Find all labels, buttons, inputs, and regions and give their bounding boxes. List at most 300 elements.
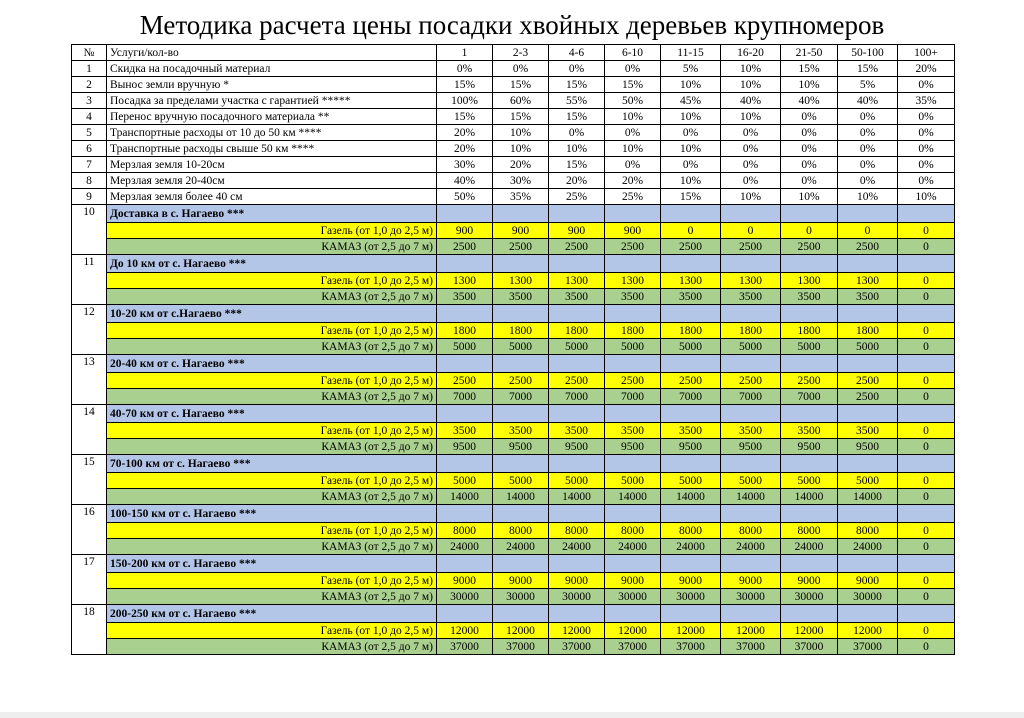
vehicle-label-gazel: Газель (от 1,0 до 2,5 м) [107,323,437,339]
gazel-price: 9000 [721,573,781,589]
gazel-price: 0 [898,423,955,439]
service-value: 20% [437,141,493,157]
gazel-price: 5000 [781,473,838,489]
kamaz-price: 0 [898,389,955,405]
gazel-price: 8000 [661,523,721,539]
section-empty-cell [781,305,838,323]
kamaz-price: 0 [898,339,955,355]
service-value: 25% [549,189,605,205]
service-value: 0% [898,157,955,173]
section-empty-cell [549,405,605,423]
service-row [72,125,955,141]
gazel-price: 1300 [493,273,549,289]
delivery-section-label: 100-150 км от с. Нагаево *** [107,505,437,523]
section-empty-cell [898,455,955,473]
section-empty-cell [898,205,955,223]
service-value: 15% [661,189,721,205]
gazel-price: 1300 [437,273,493,289]
kamaz-price: 24000 [493,539,549,555]
service-label: Мерзлая земля более 40 см [107,189,437,205]
gazel-price: 2500 [493,373,549,389]
gazel-price: 3500 [781,423,838,439]
header-qty: 50-100 [838,45,898,61]
service-value: 10% [605,109,661,125]
section-empty-cell [549,205,605,223]
section-empty-cell [721,205,781,223]
section-empty-cell [721,455,781,473]
kamaz-price: 3500 [838,289,898,305]
section-empty-cell [437,555,493,573]
kamaz-price: 7000 [493,389,549,405]
delivery-section-label: Доставка в с. Нагаево *** [107,205,437,223]
gazel-price: 5000 [661,473,721,489]
section-empty-cell [838,555,898,573]
service-value: 45% [661,93,721,109]
service-value: 40% [437,173,493,189]
section-empty-cell [781,605,838,623]
section-empty-cell [721,605,781,623]
gazel-price: 5000 [838,473,898,489]
delivery-section-label: 150-200 км от с. Нагаево *** [107,555,437,573]
kamaz-price: 0 [898,289,955,305]
kamaz-price: 0 [898,439,955,455]
gazel-price: 3500 [605,423,661,439]
kamaz-price: 30000 [838,589,898,605]
header-qty: 21-50 [781,45,838,61]
service-value: 15% [781,61,838,77]
section-empty-cell [605,605,661,623]
service-row [72,141,955,157]
kamaz-price: 3500 [781,289,838,305]
section-empty-cell [437,305,493,323]
gazel-price: 900 [549,223,605,239]
kamaz-price: 2500 [838,239,898,255]
vehicle-label-gazel: Газель (от 1,0 до 2,5 м) [107,373,437,389]
gazel-price: 5000 [437,473,493,489]
kamaz-price: 5000 [781,339,838,355]
kamaz-price: 24000 [605,539,661,555]
section-empty-cell [549,255,605,273]
service-row [72,109,955,125]
section-empty-cell [437,255,493,273]
kamaz-price: 0 [898,589,955,605]
kamaz-price: 24000 [721,539,781,555]
gazel-price: 2500 [661,373,721,389]
section-empty-cell [437,405,493,423]
gazel-price: 8000 [781,523,838,539]
kamaz-price: 0 [898,539,955,555]
gazel-price: 2500 [437,373,493,389]
delivery-section-label: 20-40 км от с. Нагаево *** [107,355,437,373]
gazel-price: 0 [898,223,955,239]
service-value: 55% [549,93,605,109]
gazel-price: 1800 [549,323,605,339]
kamaz-price: 0 [898,239,955,255]
gazel-price: 5000 [493,473,549,489]
service-value: 0% [721,173,781,189]
kamaz-price: 14000 [781,489,838,505]
row-number: 14 [72,405,107,455]
gazel-price: 0 [898,373,955,389]
delivery-section-header [72,605,955,623]
vehicle-label-kamaz: КАМАЗ (от 2,5 до 7 м) [107,539,437,555]
gazel-price: 8000 [838,523,898,539]
section-empty-cell [549,355,605,373]
row-number: 16 [72,505,107,555]
vehicle-label-gazel: Газель (от 1,0 до 2,5 м) [107,473,437,489]
service-value: 5% [661,61,721,77]
gazel-price: 12000 [781,623,838,639]
gazel-price: 1800 [493,323,549,339]
service-value: 0% [605,157,661,173]
header-qty: 11-15 [661,45,721,61]
vehicle-label-kamaz: КАМАЗ (от 2,5 до 7 м) [107,439,437,455]
section-empty-cell [549,555,605,573]
kamaz-price: 3500 [721,289,781,305]
service-value: 0% [898,109,955,125]
section-empty-cell [437,455,493,473]
service-value: 30% [437,157,493,173]
kamaz-price: 9500 [437,439,493,455]
vehicle-label-kamaz: КАМАЗ (от 2,5 до 7 м) [107,239,437,255]
row-number: 3 [72,93,107,109]
vehicle-label-kamaz: КАМАЗ (от 2,5 до 7 м) [107,639,437,655]
kamaz-price: 30000 [721,589,781,605]
gazel-price: 0 [661,223,721,239]
kamaz-price: 7000 [605,389,661,405]
gazel-price: 900 [493,223,549,239]
delivery-section-header [72,405,955,423]
service-value: 15% [549,157,605,173]
kamaz-price: 5000 [605,339,661,355]
kamaz-price: 7000 [721,389,781,405]
service-value: 10% [493,141,549,157]
header-service: Услуги/кол-во [107,45,437,61]
kamaz-price: 2500 [437,239,493,255]
service-row [72,173,955,189]
kamaz-price: 2500 [661,239,721,255]
section-empty-cell [661,555,721,573]
gazel-price: 0 [898,473,955,489]
vehicle-label-kamaz: КАМАЗ (от 2,5 до 7 м) [107,589,437,605]
section-empty-cell [605,255,661,273]
kamaz-price: 9500 [493,439,549,455]
row-number: 9 [72,189,107,205]
kamaz-price: 37000 [661,639,721,655]
section-empty-cell [661,405,721,423]
gazel-price: 900 [605,223,661,239]
price-table [71,44,955,655]
service-row [72,157,955,173]
kamaz-row [72,489,955,505]
kamaz-row [72,239,955,255]
delivery-section-header [72,555,955,573]
gazel-price: 9000 [437,573,493,589]
service-value: 0% [898,173,955,189]
service-value: 20% [493,157,549,173]
gazel-price: 1800 [838,323,898,339]
kamaz-price: 0 [898,639,955,655]
service-value: 0% [721,157,781,173]
table-body [72,45,955,655]
kamaz-price: 30000 [605,589,661,605]
kamaz-price: 24000 [838,539,898,555]
row-number: 15 [72,455,107,505]
section-empty-cell [605,555,661,573]
section-empty-cell [721,255,781,273]
page-bottom-edge [0,712,1024,718]
section-empty-cell [838,355,898,373]
service-value: 40% [838,93,898,109]
header-qty: 2-3 [493,45,549,61]
kamaz-price: 7000 [661,389,721,405]
delivery-section-header [72,205,955,223]
section-empty-cell [661,605,721,623]
kamaz-price: 5000 [721,339,781,355]
service-value: 10% [605,141,661,157]
section-empty-cell [838,455,898,473]
gazel-price: 9000 [549,573,605,589]
row-number: 6 [72,141,107,157]
section-empty-cell [493,205,549,223]
service-row [72,189,955,205]
service-value: 15% [605,77,661,93]
gazel-price: 2500 [605,373,661,389]
vehicle-label-gazel: Газель (от 1,0 до 2,5 м) [107,573,437,589]
gazel-price: 9000 [493,573,549,589]
service-value: 0% [781,141,838,157]
section-empty-cell [721,555,781,573]
service-value: 0% [605,61,661,77]
gazel-price: 1300 [838,273,898,289]
service-label: Транспортные расходы от 10 до 50 км **** [107,125,437,141]
gazel-price: 2500 [549,373,605,389]
section-empty-cell [781,405,838,423]
kamaz-price: 24000 [781,539,838,555]
kamaz-price: 2500 [838,389,898,405]
kamaz-price: 30000 [781,589,838,605]
gazel-price: 12000 [549,623,605,639]
header-qty: 16-20 [721,45,781,61]
vehicle-label-gazel: Газель (от 1,0 до 2,5 м) [107,273,437,289]
gazel-price: 1800 [721,323,781,339]
row-number: 10 [72,205,107,255]
kamaz-row [72,389,955,405]
gazel-price: 3500 [721,423,781,439]
header-qty: 6-10 [605,45,661,61]
kamaz-price: 9500 [781,439,838,455]
section-empty-cell [898,255,955,273]
gazel-price: 1800 [437,323,493,339]
service-row [72,93,955,109]
gazel-price: 3500 [549,423,605,439]
section-empty-cell [838,305,898,323]
gazel-price: 8000 [721,523,781,539]
service-label: Мерзлая земля 20-40см [107,173,437,189]
gazel-price: 9000 [838,573,898,589]
gazel-row [72,573,955,589]
gazel-row [72,523,955,539]
row-number: 11 [72,255,107,305]
kamaz-row [72,339,955,355]
section-empty-cell [661,255,721,273]
service-value: 0% [549,125,605,141]
service-value: 10% [721,189,781,205]
gazel-row [72,423,955,439]
row-number: 13 [72,355,107,405]
kamaz-price: 30000 [493,589,549,605]
section-empty-cell [898,355,955,373]
gazel-price: 0 [781,223,838,239]
kamaz-price: 24000 [437,539,493,555]
kamaz-price: 9500 [549,439,605,455]
header-num: № [72,45,107,61]
service-value: 15% [493,77,549,93]
service-value: 35% [493,189,549,205]
service-value: 20% [898,61,955,77]
gazel-price: 1800 [661,323,721,339]
service-label: Скидка на посадочный материал [107,61,437,77]
section-empty-cell [661,505,721,523]
kamaz-price: 30000 [661,589,721,605]
service-value: 10% [781,77,838,93]
gazel-price: 12000 [721,623,781,639]
service-value: 0% [838,157,898,173]
section-empty-cell [661,305,721,323]
gazel-price: 3500 [437,423,493,439]
section-empty-cell [781,455,838,473]
gazel-price: 8000 [549,523,605,539]
vehicle-label-gazel: Газель (от 1,0 до 2,5 м) [107,223,437,239]
service-value: 0% [661,125,721,141]
row-number: 18 [72,605,107,655]
section-empty-cell [721,305,781,323]
gazel-price: 3500 [493,423,549,439]
service-value: 25% [605,189,661,205]
kamaz-price: 0 [898,489,955,505]
vehicle-label-kamaz: КАМАЗ (от 2,5 до 7 м) [107,339,437,355]
gazel-price: 2500 [838,373,898,389]
gazel-price: 5000 [549,473,605,489]
kamaz-price: 9500 [605,439,661,455]
section-empty-cell [838,255,898,273]
service-label: Перенос вручную посадочного материала ** [107,109,437,125]
page-title: Методика расчета цены посадки хвойных деревьев крупномеров [139,10,885,40]
service-value: 40% [721,93,781,109]
section-empty-cell [781,555,838,573]
gazel-row [72,323,955,339]
kamaz-price: 5000 [838,339,898,355]
kamaz-price: 24000 [661,539,721,555]
delivery-section-header [72,455,955,473]
delivery-section-label: До 10 км от с. Нагаево *** [107,255,437,273]
kamaz-price: 3500 [437,289,493,305]
gazel-price: 0 [838,223,898,239]
section-empty-cell [437,605,493,623]
section-empty-cell [493,305,549,323]
section-empty-cell [838,605,898,623]
service-value: 0% [661,157,721,173]
header-row [72,45,955,61]
section-empty-cell [898,305,955,323]
service-value: 40% [781,93,838,109]
kamaz-price: 37000 [493,639,549,655]
row-number: 12 [72,305,107,355]
service-value: 20% [605,173,661,189]
service-label: Вынос земли вручную * [107,77,437,93]
service-value: 0% [838,173,898,189]
kamaz-price: 5000 [493,339,549,355]
vehicle-label-kamaz: КАМАЗ (от 2,5 до 7 м) [107,289,437,305]
gazel-row [72,373,955,389]
kamaz-price: 9500 [838,439,898,455]
service-value: 0% [721,141,781,157]
kamaz-price: 24000 [549,539,605,555]
section-empty-cell [493,505,549,523]
section-empty-cell [493,255,549,273]
gazel-price: 12000 [838,623,898,639]
section-empty-cell [437,505,493,523]
vehicle-label-gazel: Газель (от 1,0 до 2,5 м) [107,623,437,639]
row-number: 8 [72,173,107,189]
service-value: 100% [437,93,493,109]
section-empty-cell [493,455,549,473]
header-qty: 100+ [898,45,955,61]
gazel-price: 12000 [437,623,493,639]
kamaz-price: 9500 [721,439,781,455]
service-value: 10% [661,77,721,93]
gazel-price: 1800 [605,323,661,339]
delivery-section-header [72,305,955,323]
service-value: 0% [838,109,898,125]
section-empty-cell [838,205,898,223]
vehicle-label-kamaz: КАМАЗ (от 2,5 до 7 м) [107,489,437,505]
service-value: 10% [661,173,721,189]
service-value: 10% [898,189,955,205]
gazel-price: 1300 [661,273,721,289]
section-empty-cell [493,555,549,573]
delivery-section-header [72,355,955,373]
service-value: 0% [838,141,898,157]
section-empty-cell [898,405,955,423]
gazel-price: 0 [898,523,955,539]
service-value: 0% [898,141,955,157]
section-empty-cell [605,305,661,323]
service-value: 20% [549,173,605,189]
kamaz-price: 14000 [721,489,781,505]
row-number: 2 [72,77,107,93]
service-label: Посадка за пределами участка с гарантией ***** [107,93,437,109]
service-value: 10% [661,141,721,157]
gazel-price: 1300 [721,273,781,289]
section-empty-cell [721,505,781,523]
gazel-price: 2500 [721,373,781,389]
kamaz-price: 14000 [437,489,493,505]
service-value: 10% [838,189,898,205]
kamaz-price: 9500 [661,439,721,455]
section-empty-cell [898,505,955,523]
section-empty-cell [898,605,955,623]
service-value: 0% [721,125,781,141]
gazel-price: 9000 [781,573,838,589]
row-number: 4 [72,109,107,125]
service-value: 15% [838,61,898,77]
kamaz-row [72,539,955,555]
header-qty: 1 [437,45,493,61]
service-value: 10% [721,61,781,77]
kamaz-price: 3500 [605,289,661,305]
service-value: 10% [661,109,721,125]
